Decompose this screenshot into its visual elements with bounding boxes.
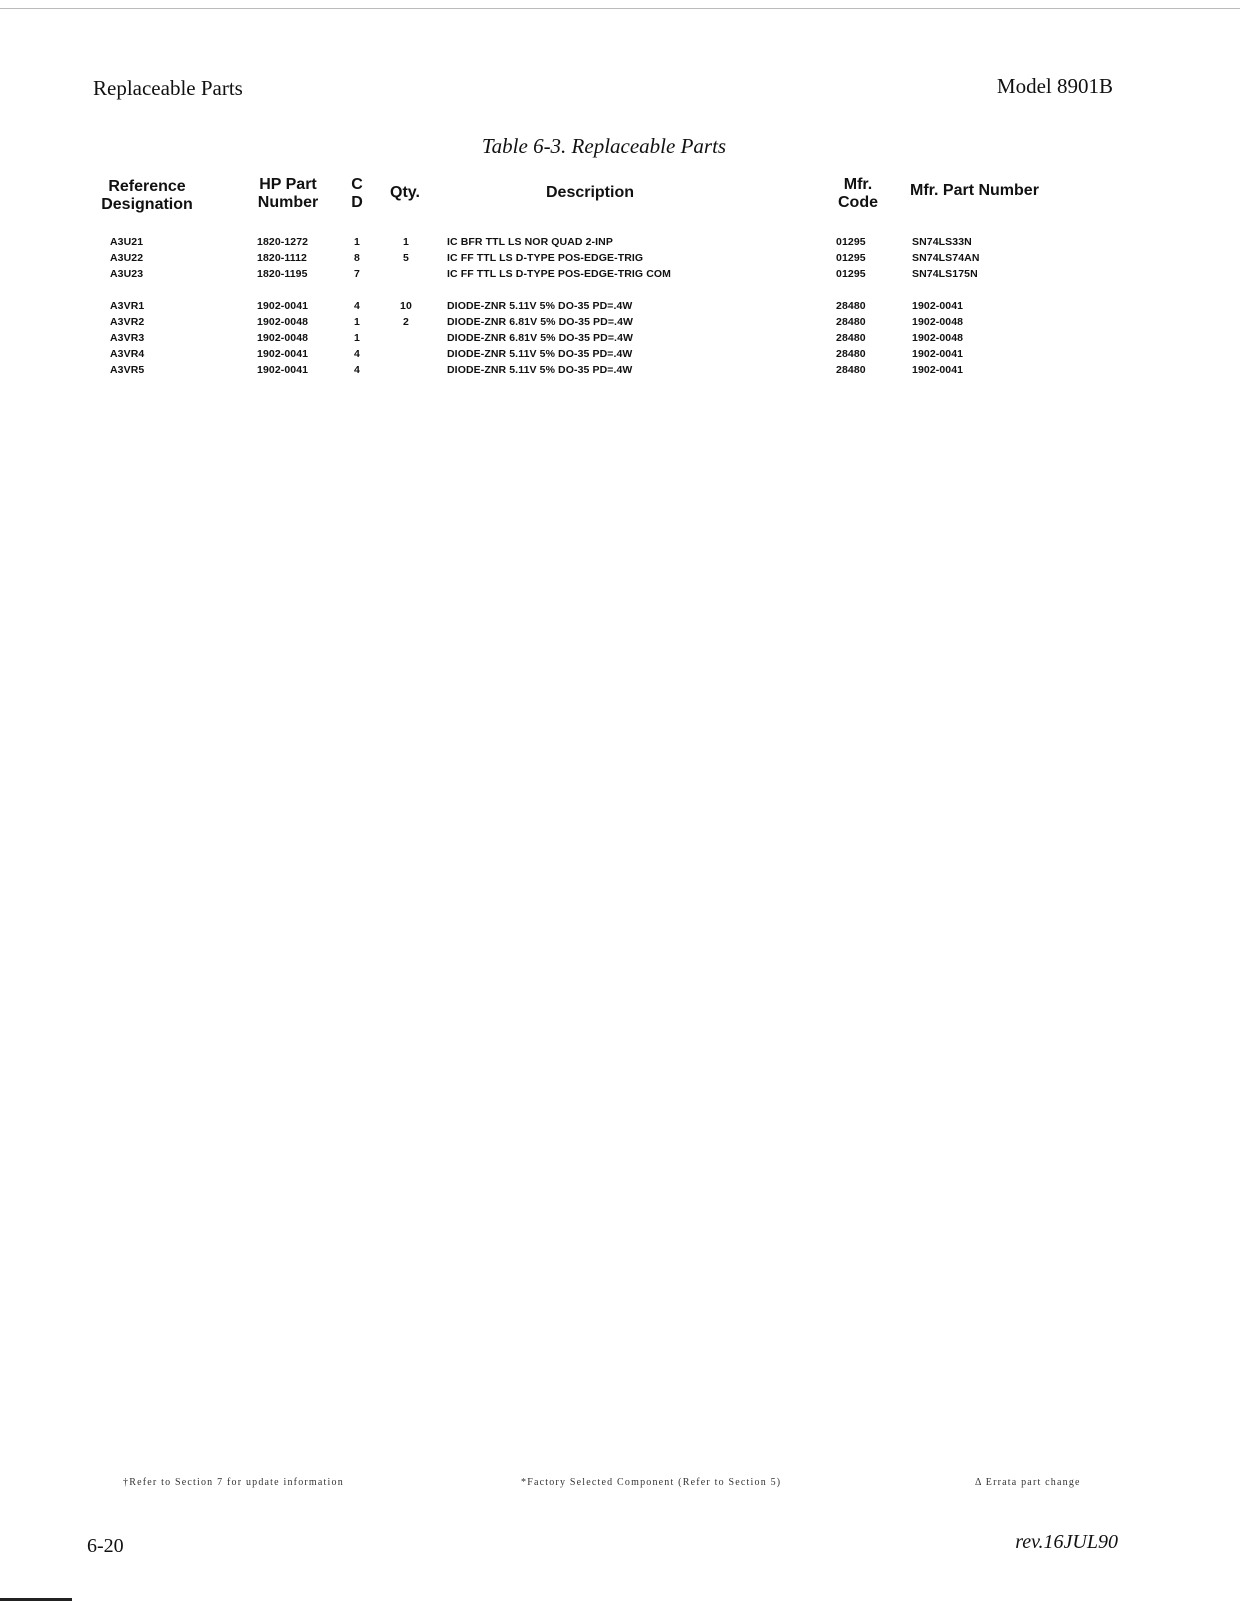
cell-mfr-code: 28480	[836, 364, 866, 376]
column-header-qty: Qty.	[390, 184, 420, 201]
page-number: 6-20	[87, 1535, 124, 1557]
cell-desc: IC BFR TTL LS NOR QUAD 2-INP	[447, 236, 613, 248]
column-header-mfr-part-number: Mfr. Part Number	[910, 182, 1039, 199]
cell-mfr-part: 1902-0041	[912, 300, 964, 312]
cell-mfr-part: 1902-0041	[912, 348, 964, 360]
cell-mfr-part: 1902-0041	[912, 364, 964, 376]
cell-qty: 5	[403, 252, 409, 264]
cell-qty: 10	[400, 300, 412, 312]
column-header-reference	[92, 178, 202, 214]
cell-mfr-code: 28480	[836, 332, 866, 344]
column-header-cd	[347, 176, 367, 212]
cell-ref: A3VR4	[110, 348, 145, 360]
cell-cd: 7	[354, 268, 360, 280]
column-header-description: Description	[545, 184, 634, 201]
footnote-update-info: †Refer to Section 7 for update information	[123, 1477, 344, 1488]
column-header-hp-part	[248, 176, 328, 212]
cell-hp: 1902-0048	[257, 316, 309, 328]
revision-date: rev.16JUL90	[1015, 1531, 1118, 1553]
cell-mfr-part: SN74LS74AN	[912, 252, 980, 264]
cell-ref: A3U21	[110, 236, 144, 248]
bottom-rule	[0, 1598, 72, 1601]
cell-cd: 8	[354, 252, 360, 264]
footnote-errata: Δ Errata part change	[975, 1477, 1081, 1488]
cell-cd: 4	[354, 364, 360, 376]
cell-mfr-code: 01295	[836, 268, 866, 280]
cell-desc: DIODE-ZNR 6.81V 5% DO-35 PD=.4W	[447, 316, 634, 328]
cell-mfr-code: 01295	[836, 236, 866, 248]
cell-cd: 1	[354, 316, 360, 328]
cell-hp: 1902-0048	[257, 332, 309, 344]
column-header-cd-line1: C	[351, 176, 363, 193]
cell-ref: A3VR2	[110, 316, 145, 328]
cell-hp: 1820-1272	[257, 236, 309, 248]
cell-mfr-part: SN74LS175N	[912, 268, 978, 280]
cell-mfr-code: 01295	[836, 252, 866, 264]
cell-ref: A3U22	[110, 252, 144, 264]
cell-cd: 1	[354, 236, 360, 248]
column-header-hp-part-line1: HP Part	[259, 176, 317, 193]
cell-ref: A3U23	[110, 268, 144, 280]
cell-qty: 2	[403, 316, 409, 328]
table-title: Table 6-3. Replaceable Parts	[481, 134, 727, 158]
cell-cd: 4	[354, 348, 360, 360]
cell-hp: 1902-0041	[257, 348, 309, 360]
cell-hp: 1902-0041	[257, 364, 309, 376]
cell-desc: DIODE-ZNR 6.81V 5% DO-35 PD=.4W	[447, 332, 634, 344]
cell-mfr-code: 28480	[836, 348, 866, 360]
cell-ref: A3VR1	[110, 300, 145, 312]
cell-ref: A3VR3	[110, 332, 145, 344]
top-rule	[0, 8, 1240, 9]
cell-desc: DIODE-ZNR 5.11V 5% DO-35 PD=.4W	[447, 348, 633, 360]
column-header-hp-part-line2: Number	[257, 194, 319, 211]
cell-hp: 1820-1195	[257, 268, 308, 280]
cell-mfr-part: 1902-0048	[912, 332, 964, 344]
cell-desc: DIODE-ZNR 5.11V 5% DO-35 PD=.4W	[447, 364, 633, 376]
column-header-mfr-code-line1: Mfr.	[843, 176, 873, 193]
column-header-reference-line1: Reference	[108, 178, 186, 195]
cell-desc: DIODE-ZNR 5.11V 5% DO-35 PD=.4W	[447, 300, 633, 312]
cell-cd: 4	[354, 300, 360, 312]
cell-mfr-code: 28480	[836, 300, 866, 312]
column-header-mfr-code	[828, 176, 888, 212]
column-header-cd-line2: D	[351, 194, 363, 211]
cell-desc: IC FF TTL LS D-TYPE POS-EDGE-TRIG COM	[447, 268, 672, 280]
cell-ref: A3VR5	[110, 364, 145, 376]
cell-mfr-part: SN74LS33N	[912, 236, 972, 248]
cell-qty: 1	[403, 236, 409, 248]
cell-mfr-code: 28480	[836, 316, 866, 328]
cell-hp: 1902-0041	[257, 300, 309, 312]
cell-hp: 1820-1112	[257, 252, 307, 264]
column-header-mfr-code-line2: Code	[838, 194, 878, 211]
cell-mfr-part: 1902-0048	[912, 316, 964, 328]
running-header-right: Model 8901B	[996, 74, 1113, 98]
footnote-factory-selected: *Factory Selected Component (Refer to Section 5)	[521, 1477, 782, 1488]
column-header-reference-line2: Designation	[101, 196, 193, 213]
running-header-left: Replaceable Parts	[93, 76, 243, 100]
cell-desc: IC FF TTL LS D-TYPE POS-EDGE-TRIG	[447, 252, 644, 264]
cell-cd: 1	[354, 332, 360, 344]
